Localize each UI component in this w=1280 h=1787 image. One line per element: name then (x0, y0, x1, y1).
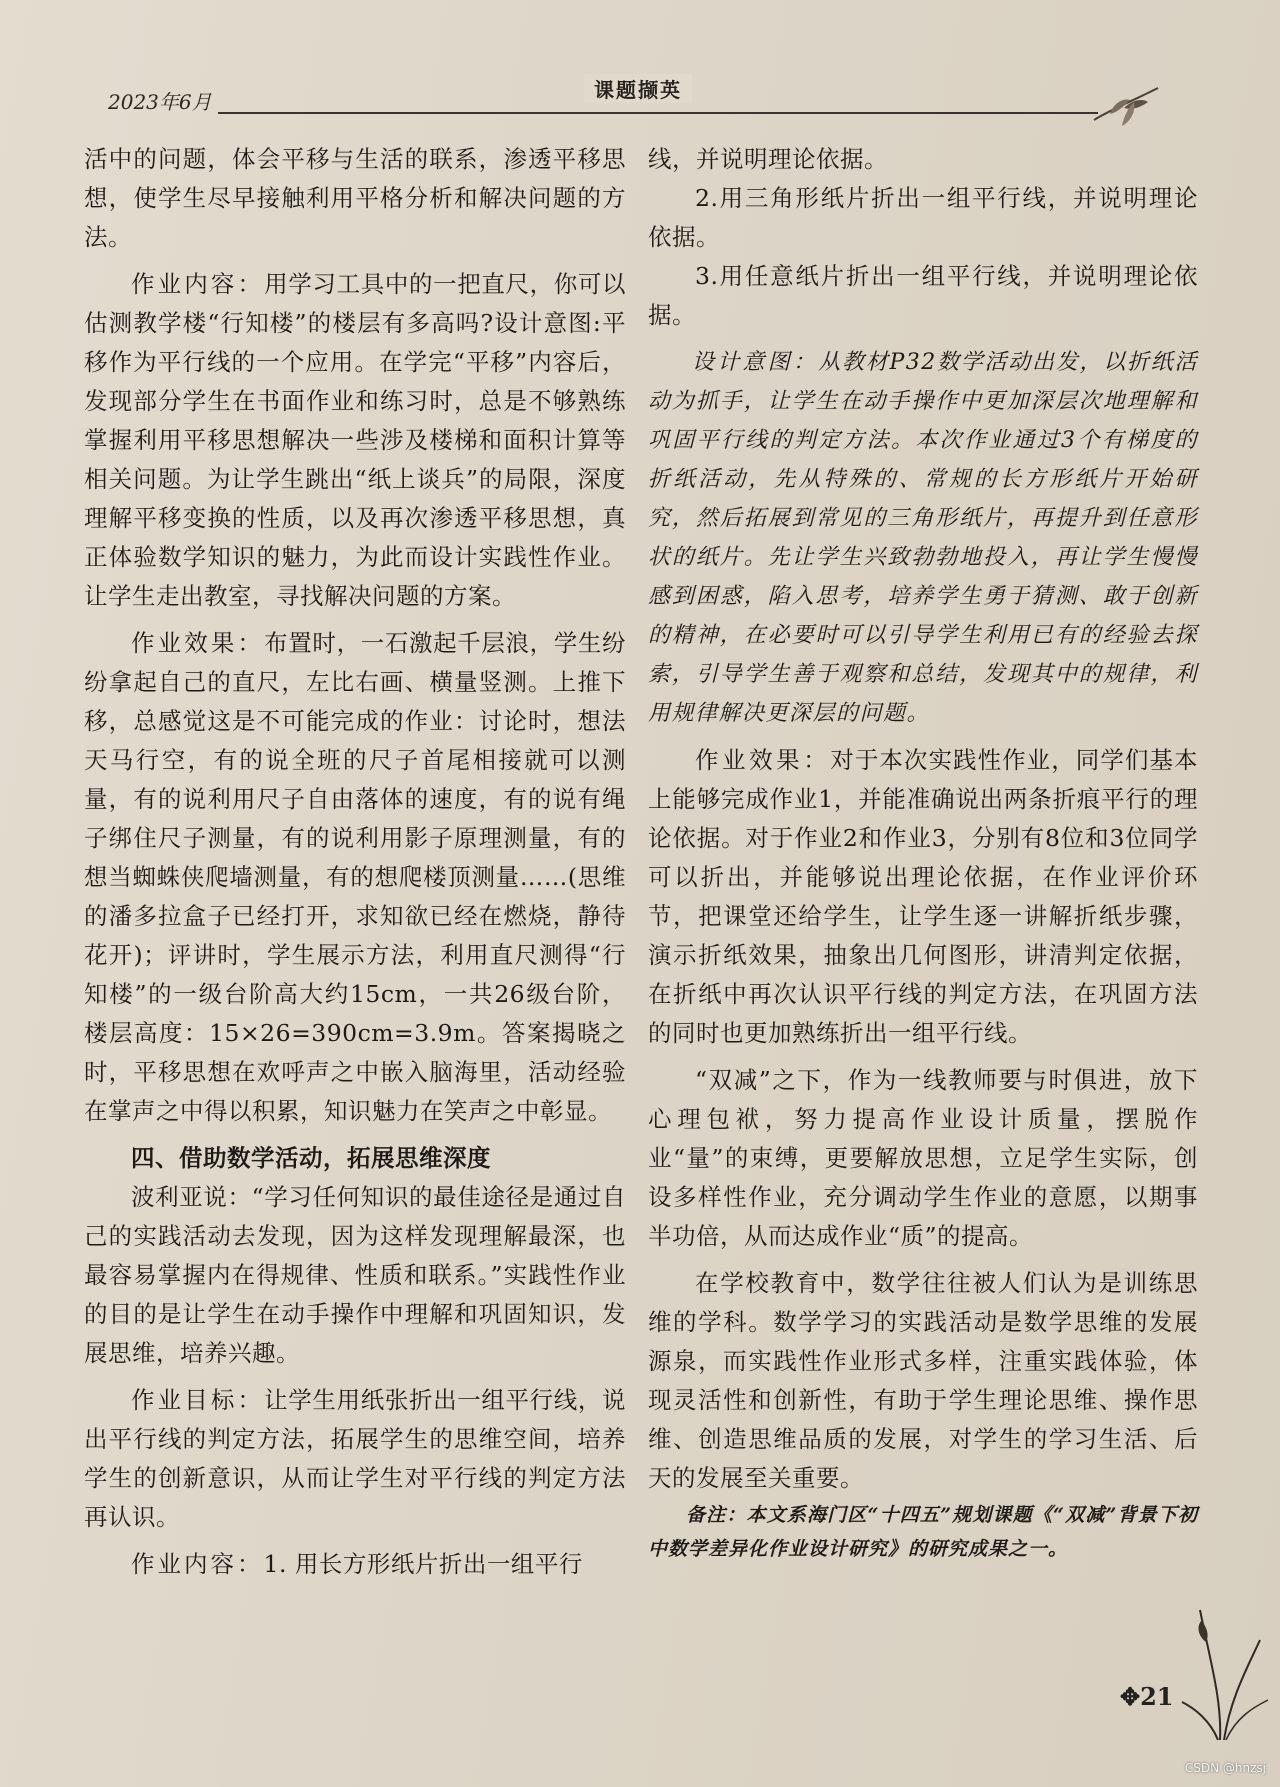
paragraph (648, 343, 1198, 733)
paragraph-lead: 作业内容： (131, 270, 265, 298)
page-header (0, 0, 1280, 140)
paragraph-lead: 作业内容： (131, 1550, 264, 1578)
paragraph-body: 布置时，一石激起千层浪，学生纷纷拿起自己的直尺，左比右画、横量竖测。上推下移，总感觉这是不可能完成的作业：讨论时，想法天马行空，有的说全班的尺子首尾相接就可以测量，有的说利用尺子自由落体的速度，有的说有绳子绑住尺子测量，有的说利用影子原理测量，有的想当蜘蛛侠爬墙测量，有的想爬楼顶测量……(思维的潘多拉盒子已经打开，求知欲已经在燃烧，静待花开)；评讲时，学生展示方法，利用直尺测得“行知楼”的一级台阶高大约15cm，一共26级台阶，楼层高度：15×26=390cm=3.9m。答案揭晓之时，平移思想在欢呼声之中嵌入脑海里，活动经验在掌声之中得以积累，知识魅力在笑声之中彰显。 (84, 629, 627, 1125)
paragraph: 2.用三角形纸片折出一组平行线，并说明理论依据。 (648, 184, 1198, 251)
footnote: 备注：本文系海门区“十四五”规划课题《“双减”背景下初中数学差异化作业设计研究》的研究成果之一。 (648, 1504, 1198, 1560)
paragraph (84, 1545, 626, 1584)
paragraph: 在学校教育中，数学往往被人们认为是训练思维的学科。数学学习的实践活动是数学思维的发展源泉，而实践性作业形式多样，注重实践体验，体现灵活性和创新性，有助于学生理论思维、操作思维、创造思维品质的发展，对学生的学习生活、后天的发展至关重要。 (648, 1269, 1198, 1492)
paragraph-body: 对于本次实践性作业，同学们基本上能够完成作业1，并能准确说出两条折痕平行的理论依据。对于作业2和作业3，分别有8位和3位同学可以折出，并能够说出理论依据，在作业评价环节，把课堂还给学生，让学生逐一讲解折纸步骤，演示折纸效果，抽象出几何图形，讲清判定依据，在折纸中再次认识平行线的判定方法，在巩固方法的同时也更加熟练折出一组平行线。 (648, 746, 1199, 1047)
orchid-decoration-icon (1180, 1590, 1270, 1740)
paragraph-body: 1. 用长方形纸片折出一组平行 (263, 1550, 583, 1578)
paragraph-body: 让学生用纸张折出一组平行线，说出平行线的判定方法，拓展学生的思维空间，培养学生的创新意识，从而让学生对平行线的判定方法再认识。 (84, 1386, 627, 1531)
paragraph (84, 265, 626, 616)
paragraph (84, 624, 626, 1131)
paragraph-lead: 设计意图： (692, 350, 819, 375)
running-title: 课题撷英 (584, 74, 692, 103)
paragraph: “双减”之下，作为一线教师要与时俱进，放下心理包袱，努力提高作业设计质量，摆脱作业“量”的束缚，更要解放思想，立足学生实际，创设多样性作业，充分调动学生作业的意愿，以期事半功倍，从而达成作业“质”的提高。 (648, 1066, 1198, 1250)
right-column (648, 140, 1198, 1566)
issue-date: 2023年6月 (108, 90, 212, 114)
paragraph: 线，并说明理论依据。 (648, 145, 888, 173)
paragraph (648, 741, 1198, 1053)
section-heading: 四、借助数学活动，拓展思维深度 (131, 1144, 491, 1172)
left-column (84, 140, 626, 1584)
header-rule (218, 112, 1098, 114)
watermark: CSDN @hnzsj (1184, 1761, 1266, 1775)
paragraph: 3.用任意纸片折出一组平行线，并说明理论依据。 (648, 262, 1198, 329)
leaf-ornament-icon (1090, 80, 1162, 130)
paragraph: 活中的问题，体会平移与生活的联系，渗透平移思想，使学生尽早接触利用平格分析和解决问题的方法。 (84, 145, 626, 251)
paragraph-body: 从教材P32数学活动出发，以折纸活动为抓手，让学生在动手操作中更加深层次地理解和巩固平行线的判定方法。本次作业通过3个有梯度的折纸活动，先从特殊的、常规的长方形纸片开始研究，然后拓展到常见的三角形纸片，再提升到任意形状的纸片。先让学生兴致勃勃地投入，再让学生慢慢感到困惑，陷入思考，培养学生勇于猜测、敢于创新的精神，在必要时可以引导学生利用已有的经验去探索，引导学生善于观察和总结，发现其中的规律，利用规律解决更深层的问题。 (648, 350, 1198, 726)
paragraph: 波利亚说：“学习任何知识的最佳途径是通过自己的实践活动去发现，因为这样发现理解最深，也最容易掌握内在得规律、性质和联系。”实践性作业的目的是让学生在动手操作中理解和巩固知识，发展思维，培养兴趣。 (84, 1183, 626, 1367)
page-number: ✥21 (1120, 1682, 1174, 1711)
paragraph-lead: 作业效果： (131, 629, 265, 657)
paragraph-lead: 作业目标： (131, 1386, 265, 1414)
paragraph-body: 用学习工具中的一把直尺，你可以估测教学楼“行知楼”的楼层有多高吗?设计意图:平移作为平行线的一个应用。在学完“平移”内容后，发现部分学生在书面作业和练习时，总是不够熟练掌握利用平移思想解决一些涉及楼梯和面积计算等相关问题。为让学生跳出“纸上谈兵”的局限，深度理解平移变换的性质，以及再次渗透平移思想，真正体验数学知识的魅力，为此而设计实践性作业。让学生走出教室，寻找解决问题的方案。 (84, 270, 627, 610)
paragraph-lead: 作业效果： (695, 746, 831, 774)
paragraph (84, 1381, 626, 1537)
